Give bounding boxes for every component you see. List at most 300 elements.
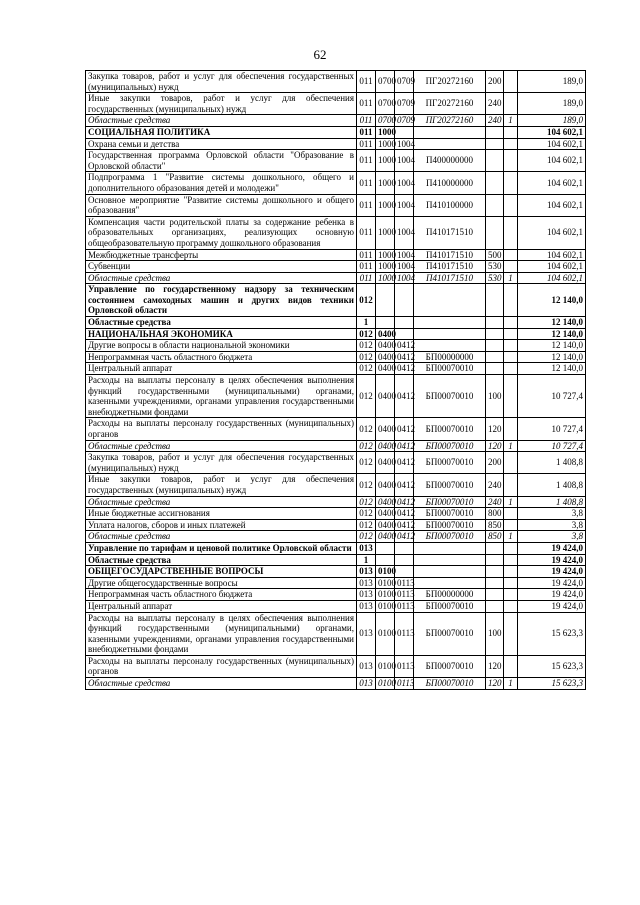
grbs-code-cell: 1	[357, 317, 376, 329]
grbs-code-cell: 011	[357, 194, 376, 216]
subsection-code-cell: 0709	[395, 93, 414, 115]
section-code-cell: 1000	[376, 272, 395, 284]
row-name-cell: Охрана семьи и детства	[86, 138, 357, 150]
amount-cell: 104 602,1	[518, 150, 586, 172]
grbs-code-cell: 012	[357, 375, 376, 418]
grbs-code-cell: 013	[357, 542, 376, 554]
table-row	[86, 600, 586, 612]
funding-source-cell	[504, 150, 518, 172]
funding-source-cell	[504, 249, 518, 261]
expense-type-cell: 850	[486, 519, 504, 531]
row-name-cell: Областные средства	[86, 531, 357, 543]
row-name-cell: НАЦИОНАЛЬНАЯ ЭКОНОМИКА	[86, 328, 357, 340]
section-code-cell: 0400	[376, 474, 395, 496]
section-code-cell	[376, 554, 395, 566]
grbs-code-cell: 012	[357, 363, 376, 375]
expense-type-cell	[486, 284, 504, 317]
section-code-cell: 0400	[376, 351, 395, 363]
table-row	[86, 340, 586, 352]
amount-cell: 189,0	[518, 115, 586, 127]
subsection-code-cell: 1004	[395, 249, 414, 261]
funding-source-cell	[504, 508, 518, 520]
funding-source-cell	[504, 612, 518, 655]
target-article-cell	[414, 284, 486, 317]
section-code-cell: 0400	[376, 531, 395, 543]
target-article-cell: БП00070010	[414, 440, 486, 452]
amount-cell: 1 408,8	[518, 474, 586, 496]
grbs-code-cell: 013	[357, 589, 376, 601]
section-code-cell: 1000	[376, 261, 395, 273]
grbs-code-cell: 012	[357, 340, 376, 352]
amount-cell: 104 602,1	[518, 216, 586, 249]
subsection-code-cell: 0113	[395, 589, 414, 601]
amount-cell: 104 602,1	[518, 272, 586, 284]
grbs-code-cell: 011	[357, 93, 376, 115]
target-article-cell: БП00000000	[414, 589, 486, 601]
amount-cell: 104 602,1	[518, 172, 586, 194]
grbs-code-cell: 013	[357, 600, 376, 612]
subsection-code-cell	[395, 542, 414, 554]
amount-cell: 10 727,4	[518, 418, 586, 440]
expense-type-cell	[486, 340, 504, 352]
funding-source-cell	[504, 172, 518, 194]
expense-type-cell: 120	[486, 655, 504, 677]
subsection-code-cell: 0412	[395, 519, 414, 531]
table-row	[86, 452, 586, 474]
target-article-cell	[414, 340, 486, 352]
row-name-cell: Другие вопросы в области национальной экономики	[86, 340, 357, 352]
funding-source-cell	[504, 126, 518, 138]
target-article-cell	[414, 566, 486, 578]
expense-type-cell	[486, 566, 504, 578]
subsection-code-cell: 1004	[395, 272, 414, 284]
subsection-code-cell: 0412	[395, 440, 414, 452]
row-name-cell: Управление по тарифам и ценовой политике Орловской области	[86, 542, 357, 554]
subsection-code-cell: 0412	[395, 375, 414, 418]
target-article-cell: БП00070010	[414, 363, 486, 375]
table-row	[86, 363, 586, 375]
target-article-cell: ПГ20272160	[414, 93, 486, 115]
table-row	[86, 474, 586, 496]
section-code-cell: 0100	[376, 577, 395, 589]
amount-cell: 19 424,0	[518, 600, 586, 612]
funding-source-cell	[504, 328, 518, 340]
funding-source-cell	[504, 216, 518, 249]
row-name-cell: Центральный аппарат	[86, 363, 357, 375]
expense-type-cell: 200	[486, 452, 504, 474]
grbs-code-cell: 012	[357, 328, 376, 340]
row-name-cell: Областные средства	[86, 317, 357, 329]
table-row	[86, 249, 586, 261]
amount-cell: 10 727,4	[518, 375, 586, 418]
target-article-cell: БП00000000	[414, 351, 486, 363]
expense-type-cell	[486, 150, 504, 172]
section-code-cell: 0700	[376, 93, 395, 115]
table-row	[86, 284, 586, 317]
amount-cell: 3,8	[518, 531, 586, 543]
subsection-code-cell: 1004	[395, 150, 414, 172]
expense-type-cell	[486, 216, 504, 249]
amount-cell: 189,0	[518, 71, 586, 93]
expense-type-cell: 530	[486, 261, 504, 273]
amount-cell: 104 602,1	[518, 261, 586, 273]
row-name-cell: Расходы на выплаты персоналу государственных (муниципальных) органов	[86, 418, 357, 440]
table-row	[86, 71, 586, 93]
target-article-cell: БП00070010	[414, 600, 486, 612]
subsection-code-cell: 0412	[395, 351, 414, 363]
table-row	[86, 115, 586, 127]
funding-source-cell	[504, 452, 518, 474]
section-code-cell: 0100	[376, 612, 395, 655]
amount-cell: 104 602,1	[518, 138, 586, 150]
row-name-cell: Уплата налогов, сборов и иных платежей	[86, 519, 357, 531]
table-row	[86, 678, 586, 690]
expense-type-cell: 240	[486, 93, 504, 115]
table-row	[86, 138, 586, 150]
amount-cell: 19 424,0	[518, 554, 586, 566]
section-code-cell: 0400	[376, 375, 395, 418]
funding-source-cell	[504, 589, 518, 601]
section-code-cell: 1000	[376, 138, 395, 150]
subsection-code-cell: 0113	[395, 612, 414, 655]
section-code-cell: 0400	[376, 363, 395, 375]
amount-cell: 3,8	[518, 508, 586, 520]
grbs-code-cell: 011	[357, 115, 376, 127]
expense-type-cell: 100	[486, 375, 504, 418]
grbs-code-cell: 012	[357, 440, 376, 452]
budget-table	[85, 70, 586, 690]
funding-source-cell: 1	[504, 115, 518, 127]
row-name-cell: Другие общегосударственные вопросы	[86, 577, 357, 589]
target-article-cell: БП00070010	[414, 375, 486, 418]
funding-source-cell	[504, 554, 518, 566]
subsection-code-cell: 0412	[395, 508, 414, 520]
funding-source-cell: 1	[504, 272, 518, 284]
row-name-cell: Непрограммная часть областного бюджета	[86, 589, 357, 601]
funding-source-cell	[504, 519, 518, 531]
section-code-cell: 0100	[376, 589, 395, 601]
funding-source-cell	[504, 284, 518, 317]
expense-type-cell: 240	[486, 474, 504, 496]
table-row	[86, 216, 586, 249]
target-article-cell: ПГ20272160	[414, 115, 486, 127]
expense-type-cell	[486, 363, 504, 375]
amount-cell: 19 424,0	[518, 566, 586, 578]
amount-cell: 104 602,1	[518, 249, 586, 261]
section-code-cell: 0400	[376, 340, 395, 352]
amount-cell: 1 408,8	[518, 496, 586, 508]
subsection-code-cell: 1004	[395, 172, 414, 194]
subsection-code-cell: 0113	[395, 577, 414, 589]
table-row	[86, 328, 586, 340]
expense-type-cell	[486, 328, 504, 340]
amount-cell: 15 623,3	[518, 612, 586, 655]
expense-type-cell	[486, 589, 504, 601]
row-name-cell: Закупка товаров, работ и услуг для обеспечения государственных (муниципальных) нужд	[86, 452, 357, 474]
target-article-cell: П410171510	[414, 216, 486, 249]
expense-type-cell: 240	[486, 115, 504, 127]
expense-type-cell	[486, 600, 504, 612]
table-row	[86, 418, 586, 440]
subsection-code-cell	[395, 317, 414, 329]
amount-cell: 12 140,0	[518, 363, 586, 375]
target-article-cell	[414, 138, 486, 150]
expense-type-cell: 240	[486, 496, 504, 508]
target-article-cell	[414, 577, 486, 589]
expense-type-cell: 120	[486, 678, 504, 690]
row-name-cell: Областные средства	[86, 496, 357, 508]
section-code-cell: 0100	[376, 600, 395, 612]
section-code-cell: 1000	[376, 249, 395, 261]
row-name-cell: Основное мероприятие "Развитие системы дошкольного и общего образования"	[86, 194, 357, 216]
target-article-cell: П410171510	[414, 261, 486, 273]
funding-source-cell	[504, 600, 518, 612]
table-row	[86, 566, 586, 578]
subsection-code-cell: 0113	[395, 678, 414, 690]
funding-source-cell	[504, 375, 518, 418]
subsection-code-cell	[395, 566, 414, 578]
row-name-cell: Иные закупки товаров, работ и услуг для обеспечения государственных (муниципальных) нужд	[86, 93, 357, 115]
amount-cell: 19 424,0	[518, 577, 586, 589]
amount-cell: 104 602,1	[518, 194, 586, 216]
target-article-cell	[414, 126, 486, 138]
target-article-cell: БП00070010	[414, 508, 486, 520]
subsection-code-cell	[395, 554, 414, 566]
row-name-cell: Управление по государственному надзору за техническим состоянием самоходных машин и других видов техники Орловской области	[86, 284, 357, 317]
grbs-code-cell: 012	[357, 531, 376, 543]
row-name-cell: ОБЩЕГОСУДАРСТВЕННЫЕ ВОПРОСЫ	[86, 566, 357, 578]
target-article-cell: БП00070010	[414, 612, 486, 655]
subsection-code-cell: 0412	[395, 363, 414, 375]
funding-source-cell	[504, 317, 518, 329]
section-code-cell: 0400	[376, 328, 395, 340]
funding-source-cell	[504, 71, 518, 93]
amount-cell: 12 140,0	[518, 317, 586, 329]
expense-type-cell	[486, 577, 504, 589]
subsection-code-cell	[395, 328, 414, 340]
expense-type-cell	[486, 172, 504, 194]
target-article-cell: П410171510	[414, 249, 486, 261]
table-row	[86, 150, 586, 172]
section-code-cell: 0400	[376, 418, 395, 440]
grbs-code-cell: 011	[357, 216, 376, 249]
amount-cell: 1 408,8	[518, 452, 586, 474]
section-code-cell: 0100	[376, 655, 395, 677]
grbs-code-cell: 011	[357, 150, 376, 172]
section-code-cell: 1000	[376, 172, 395, 194]
target-article-cell: П400000000	[414, 150, 486, 172]
section-code-cell: 0100	[376, 678, 395, 690]
target-article-cell: БП00070010	[414, 531, 486, 543]
target-article-cell: БП00070010	[414, 474, 486, 496]
subsection-code-cell: 1004	[395, 261, 414, 273]
target-article-cell: П410000000	[414, 172, 486, 194]
grbs-code-cell: 011	[357, 272, 376, 284]
grbs-code-cell: 011	[357, 138, 376, 150]
expense-type-cell: 100	[486, 612, 504, 655]
expense-type-cell	[486, 351, 504, 363]
subsection-code-cell: 0412	[395, 474, 414, 496]
amount-cell: 10 727,4	[518, 440, 586, 452]
funding-source-cell	[504, 577, 518, 589]
grbs-code-cell: 012	[357, 508, 376, 520]
row-name-cell: Расходы на выплаты персоналу государственных (муниципальных) органов	[86, 655, 357, 677]
grbs-code-cell: 013	[357, 612, 376, 655]
subsection-code-cell: 0113	[395, 655, 414, 677]
section-code-cell: 1000	[376, 126, 395, 138]
row-name-cell: Областные средства	[86, 554, 357, 566]
amount-cell: 15 623,3	[518, 678, 586, 690]
table-row	[86, 126, 586, 138]
expense-type-cell	[486, 554, 504, 566]
table-row	[86, 93, 586, 115]
funding-source-cell	[504, 340, 518, 352]
amount-cell: 19 424,0	[518, 589, 586, 601]
row-name-cell: Областные средства	[86, 678, 357, 690]
target-article-cell	[414, 317, 486, 329]
subsection-code-cell: 1004	[395, 216, 414, 249]
expense-type-cell: 850	[486, 531, 504, 543]
subsection-code-cell: 0412	[395, 452, 414, 474]
target-article-cell	[414, 328, 486, 340]
grbs-code-cell: 1	[357, 554, 376, 566]
funding-source-cell: 1	[504, 496, 518, 508]
table-row	[86, 589, 586, 601]
page-number: 62	[313, 47, 327, 62]
budget-table-body	[86, 71, 586, 690]
expense-type-cell	[486, 138, 504, 150]
target-article-cell: БП00070010	[414, 519, 486, 531]
row-name-cell: Государственная программа Орловской области "Образование в Орловской области"	[86, 150, 357, 172]
row-name-cell: Непрограммная часть областного бюджета	[86, 351, 357, 363]
section-code-cell: 0400	[376, 508, 395, 520]
section-code-cell	[376, 317, 395, 329]
section-code-cell: 0400	[376, 519, 395, 531]
grbs-code-cell: 012	[357, 519, 376, 531]
grbs-code-cell: 012	[357, 474, 376, 496]
row-name-cell: Иные бюджетные ассигнования	[86, 508, 357, 520]
funding-source-cell	[504, 351, 518, 363]
row-name-cell: Закупка товаров, работ и услуг для обеспечения государственных (муниципальных) нужд	[86, 71, 357, 93]
funding-source-cell	[504, 138, 518, 150]
section-code-cell: 0400	[376, 452, 395, 474]
grbs-code-cell: 011	[357, 172, 376, 194]
subsection-code-cell	[395, 126, 414, 138]
table-row	[86, 375, 586, 418]
target-article-cell: П410100000	[414, 194, 486, 216]
section-code-cell: 0400	[376, 440, 395, 452]
expense-type-cell	[486, 317, 504, 329]
section-code-cell: 0700	[376, 115, 395, 127]
amount-cell: 104 602,1	[518, 126, 586, 138]
funding-source-cell	[504, 418, 518, 440]
row-name-cell: Компенсация части родительской платы за содержание ребенка в образовательных организациях, реализующих основную общеобразовательную программу дошкольного образования	[86, 216, 357, 249]
table-row	[86, 612, 586, 655]
amount-cell: 12 140,0	[518, 284, 586, 317]
table-row	[86, 317, 586, 329]
table-row	[86, 272, 586, 284]
row-name-cell: Расходы на выплаты персоналу в целях обеспечения выполнения функций государственными (муниципальными) органами, казенными учреждениями, органами управления государственными внебюджетными фондами	[86, 612, 357, 655]
table-row	[86, 531, 586, 543]
section-code-cell	[376, 284, 395, 317]
grbs-code-cell: 011	[357, 249, 376, 261]
subsection-code-cell: 0709	[395, 115, 414, 127]
target-article-cell: БП00070010	[414, 418, 486, 440]
target-article-cell: БП00070010	[414, 496, 486, 508]
row-name-cell: Подпрограмма 1 "Развитие системы дошкольного, общего и дополнительного образования детей и молодежи"	[86, 172, 357, 194]
subsection-code-cell: 0412	[395, 418, 414, 440]
grbs-code-cell: 012	[357, 351, 376, 363]
row-name-cell: СОЦИАЛЬНАЯ ПОЛИТИКА	[86, 126, 357, 138]
subsection-code-cell: 0709	[395, 71, 414, 93]
table-row	[86, 577, 586, 589]
table-row	[86, 261, 586, 273]
target-article-cell: ПГ20272160	[414, 71, 486, 93]
funding-source-cell	[504, 566, 518, 578]
grbs-code-cell: 011	[357, 261, 376, 273]
row-name-cell: Субвенции	[86, 261, 357, 273]
subsection-code-cell	[395, 284, 414, 317]
grbs-code-cell: 011	[357, 71, 376, 93]
amount-cell: 12 140,0	[518, 340, 586, 352]
table-row	[86, 508, 586, 520]
grbs-code-cell: 013	[357, 566, 376, 578]
subsection-code-cell: 0113	[395, 600, 414, 612]
target-article-cell: БП00070010	[414, 452, 486, 474]
row-name-cell: Областные средства	[86, 115, 357, 127]
funding-source-cell: 1	[504, 531, 518, 543]
expense-type-cell	[486, 542, 504, 554]
subsection-code-cell: 1004	[395, 138, 414, 150]
grbs-code-cell: 012	[357, 284, 376, 317]
row-name-cell: Иные закупки товаров, работ и услуг для обеспечения государственных (муниципальных) нужд	[86, 474, 357, 496]
table-row	[86, 542, 586, 554]
table-row	[86, 655, 586, 677]
grbs-code-cell: 012	[357, 418, 376, 440]
section-code-cell: 1000	[376, 150, 395, 172]
subsection-code-cell: 0412	[395, 340, 414, 352]
expense-type-cell: 530	[486, 272, 504, 284]
target-article-cell	[414, 542, 486, 554]
section-code-cell: 0100	[376, 566, 395, 578]
grbs-code-cell: 011	[357, 126, 376, 138]
grbs-code-cell: 012	[357, 496, 376, 508]
table-row	[86, 351, 586, 363]
section-code-cell	[376, 542, 395, 554]
amount-cell: 12 140,0	[518, 351, 586, 363]
table-row	[86, 554, 586, 566]
amount-cell: 15 623,3	[518, 655, 586, 677]
expense-type-cell	[486, 126, 504, 138]
expense-type-cell: 200	[486, 71, 504, 93]
expense-type-cell	[486, 194, 504, 216]
row-name-cell: Центральный аппарат	[86, 600, 357, 612]
funding-source-cell	[504, 655, 518, 677]
expense-type-cell: 120	[486, 418, 504, 440]
target-article-cell	[414, 554, 486, 566]
section-code-cell: 1000	[376, 216, 395, 249]
grbs-code-cell: 012	[357, 452, 376, 474]
expense-type-cell: 120	[486, 440, 504, 452]
row-name-cell: Областные средства	[86, 272, 357, 284]
funding-source-cell	[504, 474, 518, 496]
row-name-cell: Областные средства	[86, 440, 357, 452]
amount-cell: 3,8	[518, 519, 586, 531]
expense-type-cell: 500	[486, 249, 504, 261]
amount-cell: 189,0	[518, 93, 586, 115]
subsection-code-cell: 0412	[395, 496, 414, 508]
table-row	[86, 172, 586, 194]
